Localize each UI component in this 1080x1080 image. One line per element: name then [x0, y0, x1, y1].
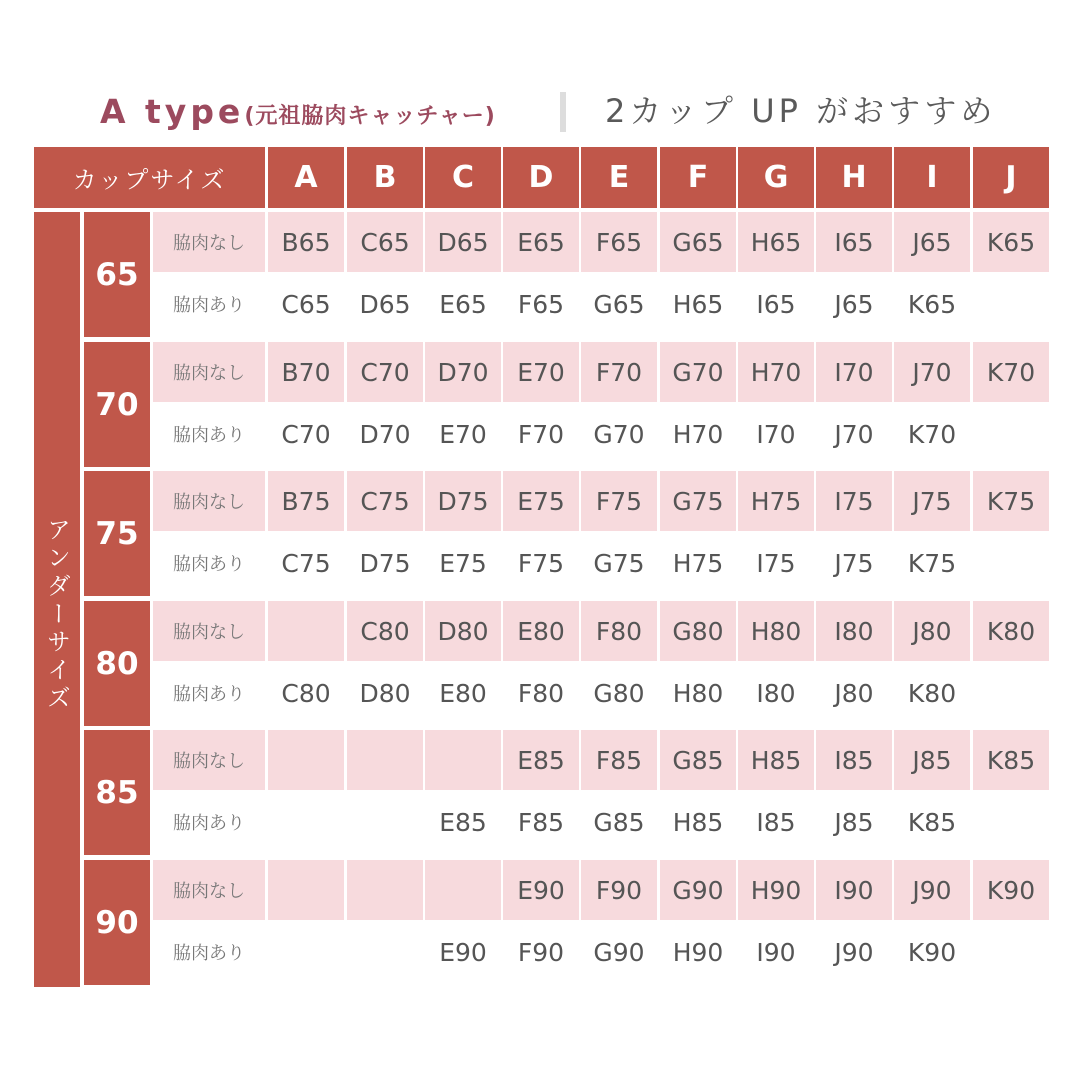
size-cell: G80	[593, 678, 645, 708]
size-cell: E65	[439, 289, 487, 319]
band-size-75: 75	[84, 471, 150, 596]
size-cell: D80	[425, 601, 501, 661]
size-cell: F75	[517, 548, 565, 578]
size-cell: F65	[581, 212, 657, 272]
size-cell: H80	[672, 678, 724, 708]
size-cell: K90	[973, 860, 1049, 920]
row-label-with: 脇肉あり	[173, 943, 245, 964]
size-cell: C70	[347, 342, 423, 402]
row-label-without: 脇肉なし	[153, 212, 265, 272]
size-cell: K80	[907, 678, 957, 708]
size-cell: E80	[503, 601, 579, 661]
size-cell: G85	[660, 730, 736, 790]
size-cell: F90	[517, 937, 565, 967]
band-size-85: 85	[84, 730, 150, 855]
band-size-80: 80	[84, 601, 150, 726]
size-cell: E80	[439, 678, 487, 708]
size-cell: D65	[425, 212, 501, 272]
size-cell: F80	[517, 678, 565, 708]
size-cell: I90	[816, 860, 892, 920]
size-cell: G70	[593, 419, 645, 449]
size-cell: E75	[439, 548, 487, 578]
cup-header-d: D	[503, 147, 579, 208]
cup-header-e: E	[581, 147, 657, 208]
size-cell: F65	[517, 289, 565, 319]
size-cell: D75	[425, 471, 501, 531]
size-cell: K85	[907, 807, 957, 837]
row-label-with: 脇肉あり	[173, 813, 245, 834]
title-separator	[560, 92, 566, 132]
size-cell: H65	[672, 289, 724, 319]
size-cell	[973, 533, 1049, 593]
size-cell: H80	[738, 601, 814, 661]
size-cell: C75	[347, 471, 423, 531]
size-cell	[425, 730, 501, 790]
size-cell: K75	[973, 471, 1049, 531]
size-cell: J70	[834, 419, 874, 449]
size-cell: J90	[894, 860, 970, 920]
size-cell: F80	[581, 601, 657, 661]
cup-header-g: G	[738, 147, 814, 208]
size-cell: C80	[281, 678, 331, 708]
size-cell: J65	[834, 289, 874, 319]
size-cell: I90	[756, 937, 796, 967]
size-cell	[973, 274, 1049, 334]
title-recommendation: 2カップ UP がおすすめ	[605, 92, 997, 130]
size-cell: F85	[581, 730, 657, 790]
size-cell: K85	[973, 730, 1049, 790]
title-sub: (元祖脇肉キャッチャー)	[244, 104, 496, 129]
size-cell: I80	[756, 678, 796, 708]
size-cell: D70	[425, 342, 501, 402]
size-cell: K70	[973, 342, 1049, 402]
size-cell: K65	[907, 289, 957, 319]
size-cell: H90	[738, 860, 814, 920]
size-cell: K90	[907, 937, 957, 967]
size-cell: E90	[503, 860, 579, 920]
size-cell: J70	[894, 342, 970, 402]
size-cell: K65	[973, 212, 1049, 272]
size-cell: E65	[503, 212, 579, 272]
size-cell: D65	[359, 289, 411, 319]
title-type: A type	[100, 92, 245, 131]
size-cell: J80	[834, 678, 874, 708]
size-cell	[973, 404, 1049, 464]
cup-header-a: A	[268, 147, 344, 208]
band-size-70: 70	[84, 342, 150, 467]
size-cell: E85	[439, 807, 487, 837]
size-cell	[973, 922, 1049, 982]
size-cell	[268, 922, 344, 982]
size-cell: G70	[660, 342, 736, 402]
size-cell: H65	[738, 212, 814, 272]
cup-header-b: B	[347, 147, 423, 208]
band-size-90: 90	[84, 860, 150, 985]
size-cell: E70	[503, 342, 579, 402]
size-cell: I85	[756, 807, 796, 837]
size-cell	[347, 860, 423, 920]
size-cell: H70	[672, 419, 724, 449]
size-cell: H75	[738, 471, 814, 531]
row-label-with: 脇肉あり	[173, 684, 245, 705]
size-cell: H90	[672, 937, 724, 967]
size-cell: D80	[359, 678, 411, 708]
size-cell: C75	[281, 548, 331, 578]
size-cell: G90	[593, 937, 645, 967]
chart-title	[0, 88, 1080, 138]
cup-header-h: H	[816, 147, 892, 208]
row-label-with: 脇肉あり	[173, 425, 245, 446]
size-cell	[268, 860, 344, 920]
size-cell: E75	[503, 471, 579, 531]
cup-header-j: J	[973, 147, 1049, 208]
size-cell: I70	[816, 342, 892, 402]
size-cell: D70	[359, 419, 411, 449]
size-cell: H85	[672, 807, 724, 837]
size-cell: G80	[660, 601, 736, 661]
cup-header-c: C	[425, 147, 501, 208]
size-cell: J85	[834, 807, 874, 837]
size-cell: I85	[816, 730, 892, 790]
size-cell: J85	[894, 730, 970, 790]
size-cell: F70	[581, 342, 657, 402]
size-cell: G85	[593, 807, 645, 837]
size-cell: K75	[907, 548, 957, 578]
size-cell: H70	[738, 342, 814, 402]
size-cell: I70	[756, 419, 796, 449]
row-label-without: 脇肉なし	[153, 342, 265, 402]
size-cell	[425, 860, 501, 920]
size-cell: F70	[517, 419, 565, 449]
size-cell: G65	[593, 289, 645, 319]
band-size-65: 65	[84, 212, 150, 337]
under-size-label	[34, 212, 80, 987]
size-cell: J80	[894, 601, 970, 661]
size-cell: H85	[738, 730, 814, 790]
size-cell: E70	[439, 419, 487, 449]
size-cell: E90	[439, 937, 487, 967]
size-cell	[347, 922, 423, 982]
size-cell: B65	[268, 212, 344, 272]
size-cell: J90	[834, 937, 874, 967]
size-cell: I65	[816, 212, 892, 272]
size-cell	[268, 792, 344, 852]
size-cell: C65	[347, 212, 423, 272]
title-main	[100, 88, 496, 141]
row-label-without: 脇肉なし	[153, 730, 265, 790]
size-cell: I75	[816, 471, 892, 531]
size-cell: I75	[756, 548, 796, 578]
size-cell: G65	[660, 212, 736, 272]
row-label-without: 脇肉なし	[153, 860, 265, 920]
size-cell: F85	[517, 807, 565, 837]
under-size-text: アンダーサイズ	[42, 517, 71, 713]
size-cell: K70	[907, 419, 957, 449]
size-cell: D75	[359, 548, 411, 578]
size-cell	[347, 730, 423, 790]
size-cell: G90	[660, 860, 736, 920]
size-cell: F75	[581, 471, 657, 531]
size-cell: K80	[973, 601, 1049, 661]
size-cell: J65	[894, 212, 970, 272]
size-cell: H75	[672, 548, 724, 578]
size-cell	[268, 601, 344, 661]
size-cell: B70	[268, 342, 344, 402]
size-cell: I65	[756, 289, 796, 319]
size-cell	[347, 792, 423, 852]
size-cell	[268, 730, 344, 790]
size-cell: F90	[581, 860, 657, 920]
size-cell: E85	[503, 730, 579, 790]
row-label-without: 脇肉なし	[153, 601, 265, 661]
size-cell: J75	[894, 471, 970, 531]
cup-header-f: F	[660, 147, 736, 208]
size-cell	[973, 792, 1049, 852]
size-cell: G75	[660, 471, 736, 531]
row-label-with: 脇肉あり	[173, 554, 245, 575]
size-cell: C65	[281, 289, 331, 319]
row-label-without: 脇肉なし	[153, 471, 265, 531]
size-cell: C80	[347, 601, 423, 661]
size-cell: G75	[593, 548, 645, 578]
cup-header-i: I	[894, 147, 970, 208]
size-cell: I80	[816, 601, 892, 661]
size-cell: C70	[281, 419, 331, 449]
size-cell: B75	[268, 471, 344, 531]
row-label-with: 脇肉あり	[173, 295, 245, 316]
cup-size-header-label: カップサイズ	[34, 147, 265, 208]
size-cell	[973, 663, 1049, 723]
size-cell: J75	[834, 548, 874, 578]
